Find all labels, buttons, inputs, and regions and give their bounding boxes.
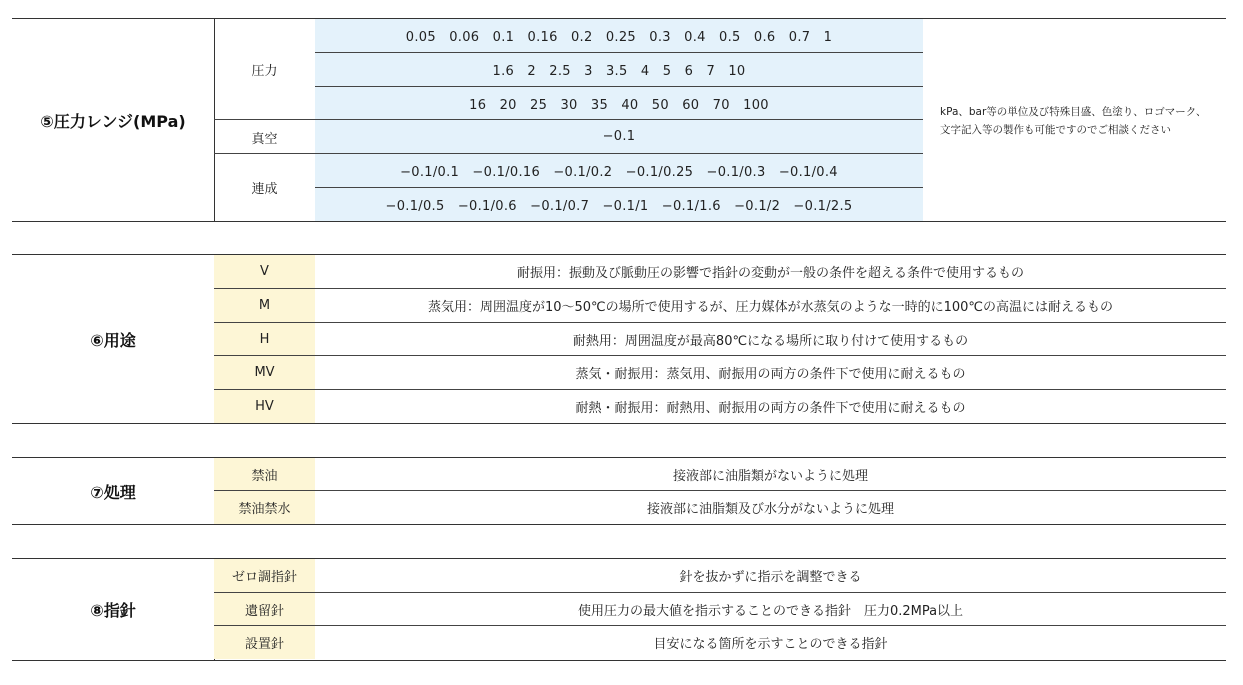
compound-row-1: −0.1/0.1 −0.1/0.16 −0.1/0.2 −0.1/0.25 −0.1/0.3 −0.1/0.4 bbox=[315, 154, 923, 187]
vacuum-label: 真空 bbox=[251, 131, 278, 147]
usage-desc: 蒸気・耐振用：蒸気用、耐振用の両方の条件下で使用に耐えるもの bbox=[575, 367, 966, 382]
divider bbox=[214, 490, 1226, 491]
divider bbox=[315, 86, 923, 87]
pressure-range-section bbox=[12, 18, 1226, 222]
divider bbox=[214, 592, 1226, 593]
usage-code: M bbox=[214, 289, 315, 322]
pressure-row-3: 16 20 25 30 35 40 50 60 70 100 bbox=[315, 87, 923, 120]
pointer-section bbox=[12, 558, 1226, 661]
divider bbox=[315, 187, 923, 188]
vacuum-row: −0.1 bbox=[315, 120, 923, 153]
pressure-row-1: 0.05 0.06 0.1 0.16 0.2 0.25 0.3 0.4 0.5 0.6 0.7 1 bbox=[315, 19, 923, 52]
usage-code: MV bbox=[214, 356, 315, 389]
usage-desc: 耐熱用：周囲温度が最高80℃になる場所に取り付けて使用するもの bbox=[572, 334, 969, 349]
usage-code: H bbox=[214, 323, 315, 356]
pointer-code: 設置針 bbox=[214, 626, 315, 659]
pointer-desc: 目安になる箇所を示すことのできる指針 bbox=[653, 637, 888, 652]
pressure-range-heading: ⑤圧力レンジ(MPa) bbox=[12, 19, 215, 221]
range-note-line-1: kPa、bar等の単位及び特殊目盛、色塗り、ロゴマーク、 bbox=[940, 106, 1207, 118]
usage-section bbox=[12, 254, 1226, 424]
treatment-code: 禁油禁水 bbox=[214, 491, 315, 524]
usage-code: HV bbox=[214, 390, 315, 423]
pointer-heading: ⑧指針 bbox=[12, 559, 215, 660]
treatment-heading: ⑦処理 bbox=[12, 458, 215, 524]
pressure-label: 圧力 bbox=[251, 64, 278, 79]
treatment-desc: 接液部に油脂類がないように処理 bbox=[672, 469, 868, 484]
pointer-code: ゼロ調指針 bbox=[214, 559, 315, 592]
divider bbox=[214, 153, 923, 154]
usage-desc: 耐振用：振動及び脈動圧の影響で指針の変動が一般の条件を超える条件で使用するもの bbox=[516, 266, 1024, 281]
divider bbox=[315, 52, 923, 53]
usage-desc: 蒸気用：周囲温度が10～50℃の場所で使用するが、圧力媒体が水蒸気のような一時的に100℃の高温には耐えるもの bbox=[427, 300, 1114, 315]
pointer-code: 遺留針 bbox=[214, 593, 315, 626]
range-note bbox=[940, 103, 1226, 139]
compound-label: 連成 bbox=[251, 182, 278, 197]
treatment-desc: 接液部に油脂類及び水分がないように処理 bbox=[646, 502, 894, 517]
usage-code: V bbox=[214, 255, 315, 288]
range-note-line-2: 文字記入等の製作も可能ですのでご相談ください bbox=[940, 124, 1171, 136]
usage-heading: ⑥用途 bbox=[12, 255, 215, 423]
pressure-row-2: 1.6 2 2.5 3 3.5 4 5 6 7 10 bbox=[315, 53, 923, 86]
divider bbox=[214, 389, 1226, 390]
treatment-section bbox=[12, 457, 1226, 525]
divider bbox=[214, 119, 923, 120]
divider bbox=[214, 355, 1226, 356]
usage-desc: 耐熱・耐振用：耐熱用、耐振用の両方の条件下で使用に耐えるもの bbox=[575, 401, 966, 416]
compound-row-2: −0.1/0.5 −0.1/0.6 −0.1/0.7 −0.1/1 −0.1/1.6 −0.1/2 −0.1/2.5 bbox=[315, 188, 923, 221]
pointer-desc: 使用圧力の最大値を指示することのできる指針 圧力0.2MPa以上 bbox=[577, 604, 964, 619]
divider bbox=[214, 625, 1226, 626]
divider bbox=[214, 322, 1226, 323]
divider bbox=[214, 288, 1226, 289]
treatment-code: 禁油 bbox=[214, 458, 315, 491]
pointer-desc: 針を抜かずに指示を調整できる bbox=[679, 570, 862, 585]
